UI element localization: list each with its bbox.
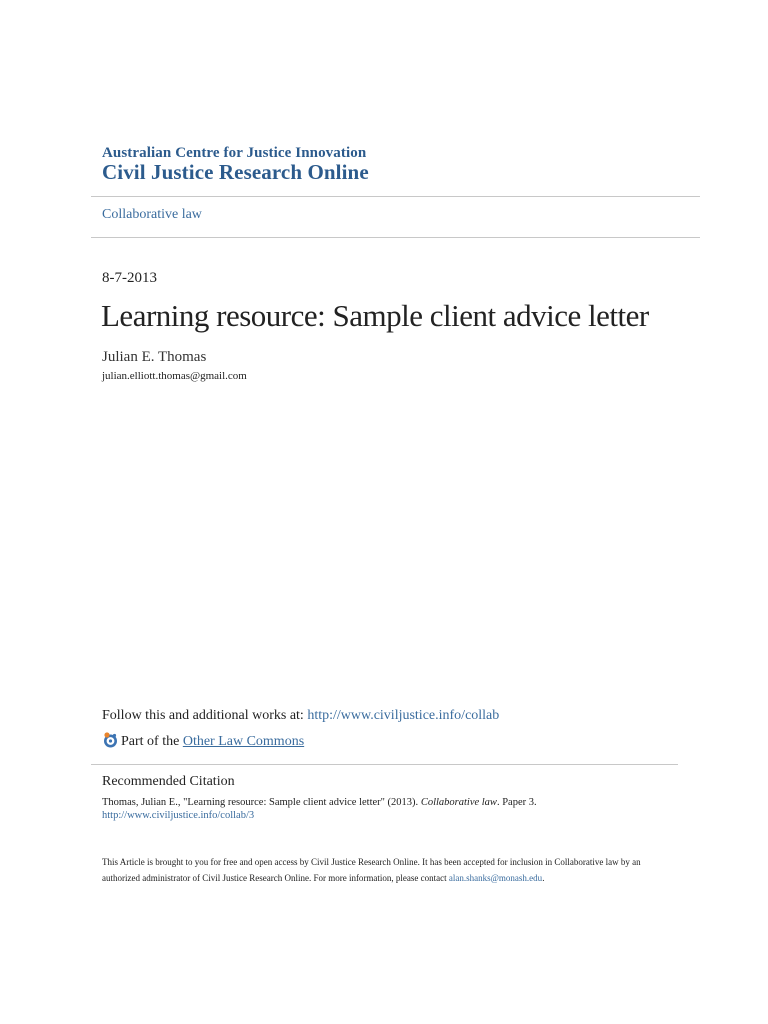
citation-text	[102, 797, 537, 808]
follow-line	[102, 708, 499, 724]
other-law-commons-link[interactable]: Other Law Commons	[182, 734, 305, 749]
citation-divider	[91, 764, 678, 765]
network-commons-icon	[102, 731, 119, 748]
collection-url-link[interactable]: http://www.civiljustice.info/collab	[307, 708, 500, 723]
commons-line	[102, 731, 304, 750]
collection-divider	[91, 237, 700, 238]
citation-url-link[interactable]: http://www.civiljustice.info/collab/3	[102, 810, 255, 821]
follow-prefix: Follow this and additional works at:	[102, 708, 308, 723]
repository-name[interactable]: Civil Justice Research Online	[102, 160, 369, 184]
author-name: Julian E. Thomas	[102, 349, 207, 365]
author-email: julian.elliott.thomas@gmail.com	[102, 370, 247, 382]
collection-link[interactable]: Collaborative law	[102, 207, 202, 222]
access-notice-text: authorized administrator of Civil Justice Research Online. For more information, please contact	[102, 873, 449, 883]
access-notice-line1: This Article is brought to you for free and open access by Civil Justice Research Online. It has been accepted for inclusion in Collaborative law by an	[102, 857, 641, 867]
access-notice-end: .	[542, 873, 545, 883]
institution-name: Australian Centre for Justice Innovation	[102, 145, 367, 161]
contact-email-link[interactable]: alan.shanks@monash.edu	[448, 873, 543, 883]
article-title: Learning resource: Sample client advice letter	[101, 298, 649, 333]
citation-heading: Recommended Citation	[102, 774, 235, 789]
citation-journal: Collaborative law	[420, 797, 497, 808]
publication-date: 8-7-2013	[102, 270, 157, 286]
citation-text-after: . Paper 3.	[496, 797, 537, 808]
access-notice-line2	[102, 873, 544, 883]
citation-text-before: Thomas, Julian E., "Learning resource: Sample client advice letter" (2013).	[102, 797, 421, 808]
part-of-prefix: Part of the	[121, 734, 183, 749]
header-divider	[91, 196, 700, 197]
